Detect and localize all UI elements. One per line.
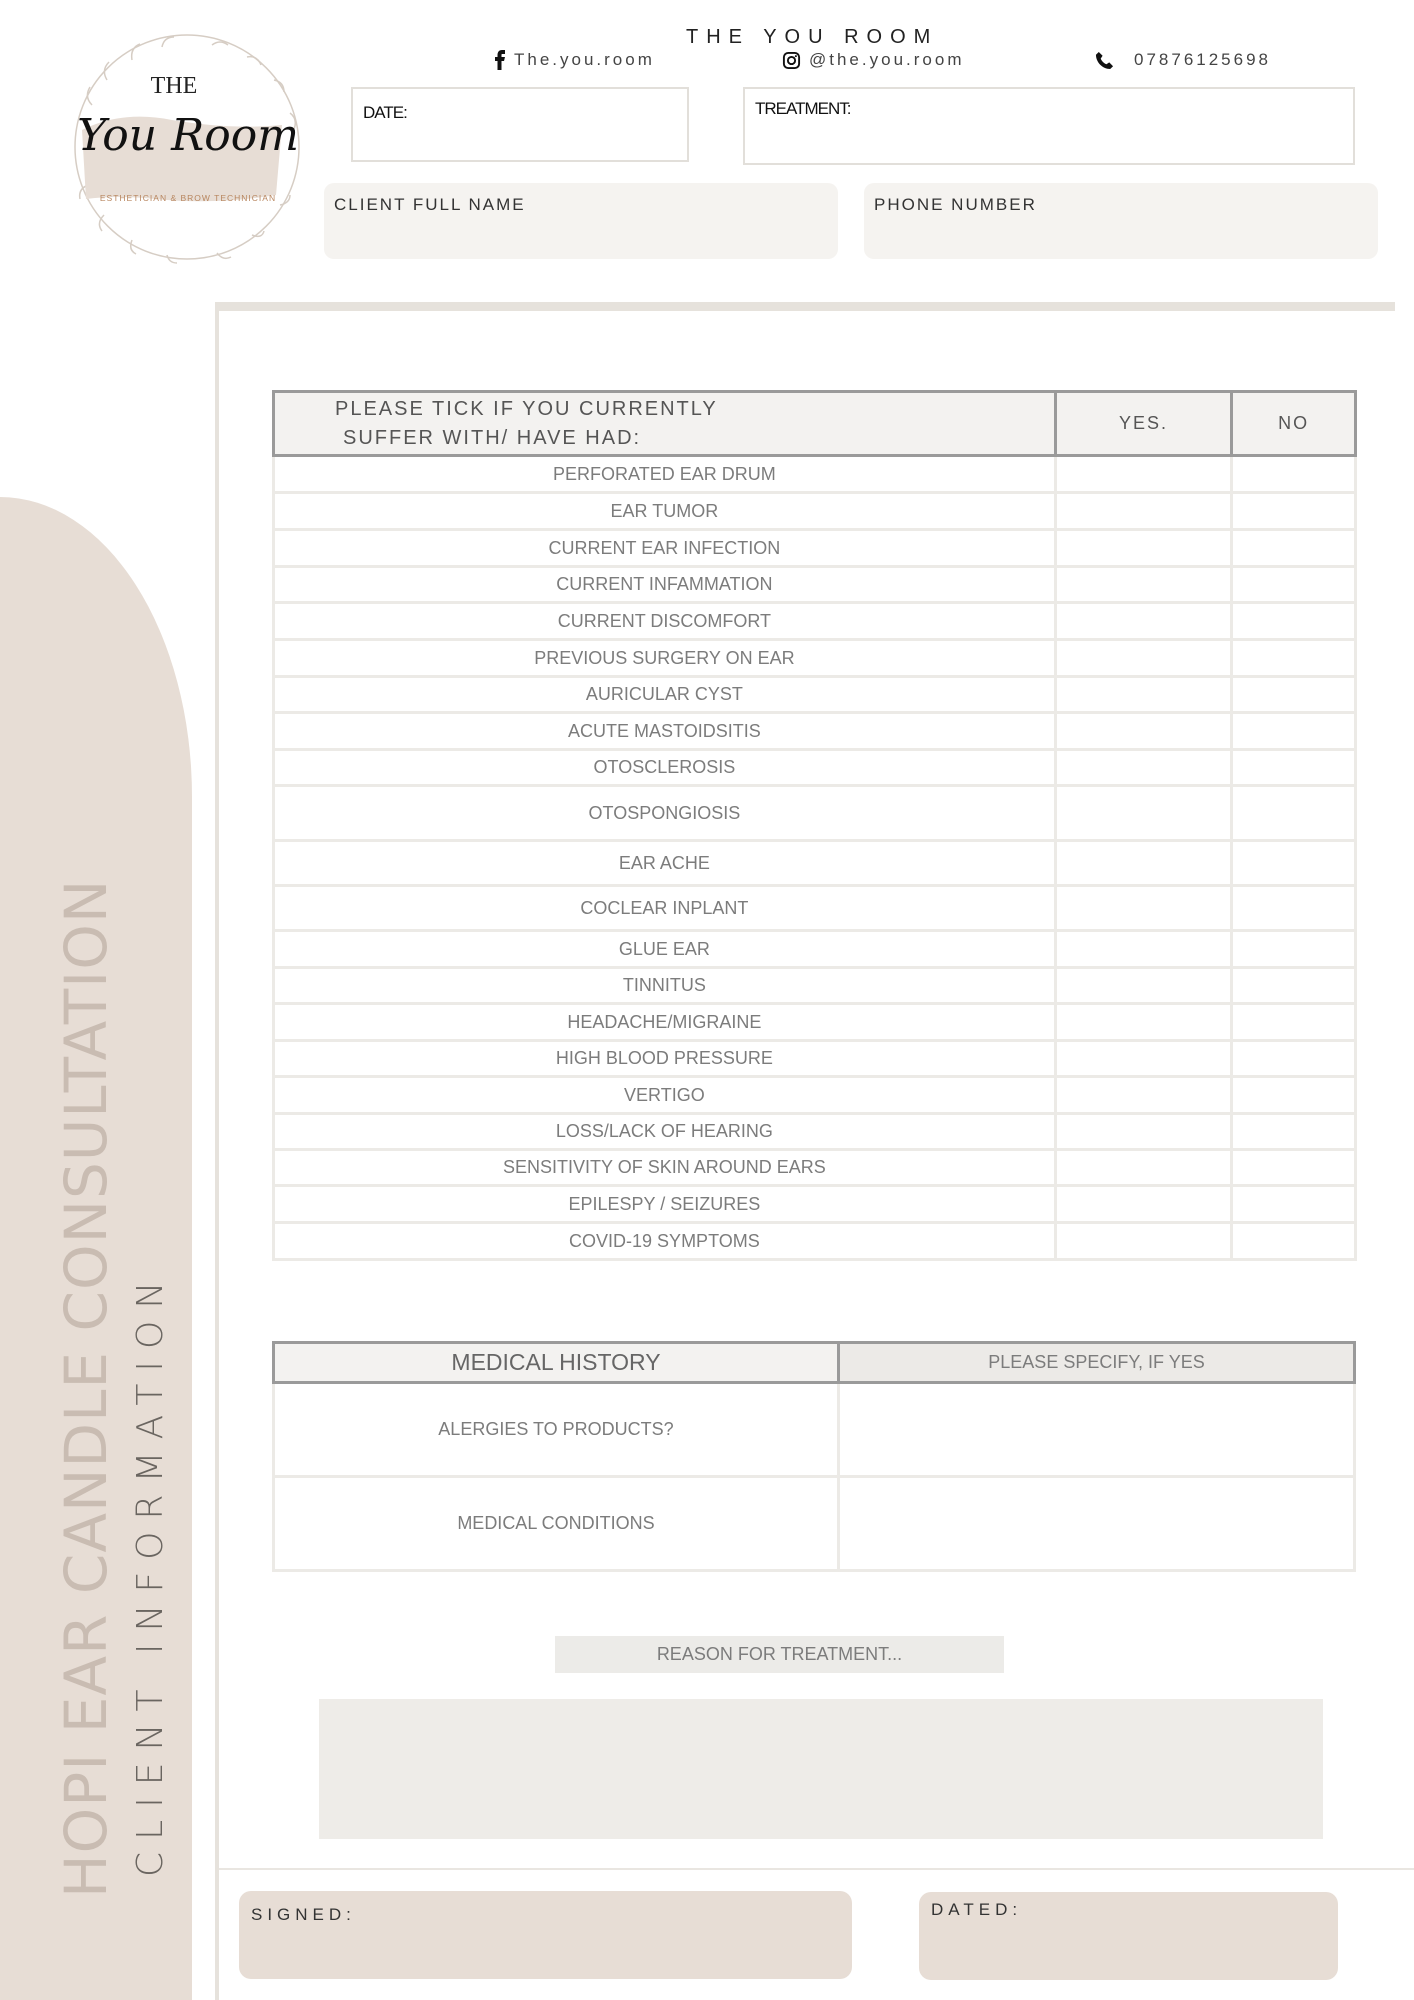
no-checkbox-cell[interactable]	[1232, 603, 1356, 640]
medical-history-table	[272, 1341, 1356, 1572]
treatment-field[interactable]	[743, 87, 1355, 165]
phone-number-label: PHONE NUMBER	[874, 195, 1037, 214]
no-checkbox-cell[interactable]	[1232, 713, 1356, 750]
condition-label: SENSITIVITY OF SKIN AROUND EARS	[274, 1150, 1056, 1186]
yes-checkbox-cell[interactable]	[1055, 1077, 1232, 1114]
treatment-label: TREATMENT:	[755, 99, 851, 118]
yes-checkbox-cell[interactable]	[1055, 786, 1232, 841]
table-row	[274, 1150, 1356, 1186]
table-row	[274, 750, 1356, 786]
condition-label: OTOSPONGIOSIS	[274, 786, 1056, 841]
table-row	[274, 1077, 1356, 1114]
side-title: HOPI EAR CANDLE CONSULTATION	[52, 878, 120, 1898]
no-checkbox-cell[interactable]	[1232, 1150, 1356, 1186]
frame-left-border	[215, 302, 219, 2000]
dated-label: DATED:	[931, 1900, 1023, 1919]
table-row	[274, 530, 1356, 567]
no-checkbox-cell[interactable]	[1232, 968, 1356, 1004]
table-row	[274, 1114, 1356, 1150]
no-checkbox-cell[interactable]	[1232, 1077, 1356, 1114]
condition-label: GLUE EAR	[274, 931, 1056, 968]
reason-for-treatment-field[interactable]	[319, 1699, 1323, 1839]
phone-text: 07876125698	[1134, 50, 1272, 69]
condition-label: ACUTE MASTOIDSITIS	[274, 713, 1056, 750]
frame-top-border	[215, 302, 1395, 311]
no-checkbox-cell[interactable]	[1232, 530, 1356, 567]
table-row	[274, 931, 1356, 968]
table-row	[274, 567, 1356, 603]
no-checkbox-cell[interactable]	[1232, 886, 1356, 931]
instagram-text: @the.you.room	[809, 50, 965, 69]
no-checkbox-cell[interactable]	[1232, 677, 1356, 713]
table-row	[274, 456, 1356, 493]
signed-field[interactable]	[239, 1891, 852, 1979]
no-checkbox-cell[interactable]	[1232, 750, 1356, 786]
no-checkbox-cell[interactable]	[1232, 493, 1356, 530]
condition-label: TINNITUS	[274, 968, 1056, 1004]
logo-the: THE	[150, 73, 198, 99]
table-row	[274, 1041, 1356, 1077]
conditions-header	[274, 392, 1356, 456]
logo-script: You Room	[77, 110, 299, 161]
yes-checkbox-cell[interactable]	[1055, 931, 1232, 968]
condition-label: EPILESPY / SEIZURES	[274, 1186, 1056, 1223]
date-label: DATE:	[363, 103, 407, 122]
client-name-label: CLIENT FULL NAME	[334, 195, 526, 214]
condition-label: AURICULAR CYST	[274, 677, 1056, 713]
table-row	[274, 968, 1356, 1004]
client-name-field[interactable]	[324, 183, 838, 259]
table-row	[274, 493, 1356, 530]
condition-label: HIGH BLOOD PRESSURE	[274, 1041, 1056, 1077]
table-row	[274, 640, 1356, 677]
facebook-icon	[494, 50, 506, 70]
condition-label: COCLEAR INPLANT	[274, 886, 1056, 931]
yes-checkbox-cell[interactable]	[1055, 1186, 1232, 1223]
yes-checkbox-cell[interactable]	[1055, 1150, 1232, 1186]
yes-checkbox-cell[interactable]	[1055, 677, 1232, 713]
yes-checkbox-cell[interactable]	[1055, 1041, 1232, 1077]
yes-checkbox-cell[interactable]	[1055, 750, 1232, 786]
reason-for-treatment-label: REASON FOR TREATMENT...	[555, 1636, 1004, 1673]
brand-name: THE YOU ROOM	[686, 26, 939, 48]
table-row	[274, 603, 1356, 640]
table-row	[274, 713, 1356, 750]
facebook-handle	[494, 50, 655, 70]
no-checkbox-cell[interactable]	[1232, 640, 1356, 677]
table-row	[274, 886, 1356, 931]
yes-checkbox-cell[interactable]	[1055, 640, 1232, 677]
no-checkbox-cell[interactable]	[1232, 841, 1356, 886]
table-row	[274, 1383, 1355, 1477]
phone-number-field[interactable]	[864, 183, 1378, 259]
instagram-icon	[782, 51, 801, 70]
condition-label: CURRENT DISCOMFORT	[274, 603, 1056, 640]
yes-checkbox-cell[interactable]	[1055, 841, 1232, 886]
no-checkbox-cell[interactable]	[1232, 1004, 1356, 1041]
no-checkbox-cell[interactable]	[1232, 786, 1356, 841]
no-checkbox-cell[interactable]	[1232, 1114, 1356, 1150]
condition-label: PREVIOUS SURGERY ON EAR	[274, 640, 1056, 677]
no-checkbox-cell[interactable]	[1232, 1223, 1356, 1260]
side-subtitle: CLIENT INFORMATION	[130, 1269, 171, 1877]
table-row	[274, 1477, 1355, 1571]
table-row	[274, 1223, 1356, 1260]
yes-checkbox-cell[interactable]	[1055, 713, 1232, 750]
condition-label: HEADACHE/MIGRAINE	[274, 1004, 1056, 1041]
condition-label: VERTIGO	[274, 1077, 1056, 1114]
no-column-header: NO	[1232, 392, 1356, 456]
instagram-handle	[782, 50, 964, 70]
allergies-specify-cell[interactable]	[839, 1383, 1355, 1477]
phone-icon	[1095, 51, 1114, 70]
yes-checkbox-cell[interactable]	[1055, 886, 1232, 931]
condition-label: EAR TUMOR	[274, 493, 1056, 530]
allergies-label: ALERGIES TO PRODUCTS?	[274, 1383, 839, 1477]
table-row	[274, 1004, 1356, 1041]
specify-header: PLEASE SPECIFY, IF YES	[839, 1343, 1355, 1383]
no-checkbox-cell[interactable]	[1232, 931, 1356, 968]
no-checkbox-cell[interactable]	[1232, 567, 1356, 603]
no-checkbox-cell[interactable]	[1232, 1186, 1356, 1223]
no-checkbox-cell[interactable]	[1232, 1041, 1356, 1077]
condition-label: LOSS/LACK OF HEARING	[274, 1114, 1056, 1150]
yes-checkbox-cell[interactable]	[1055, 1223, 1232, 1260]
yes-checkbox-cell[interactable]	[1055, 530, 1232, 567]
dated-field[interactable]	[919, 1892, 1338, 1980]
conditions-table	[272, 390, 1357, 1261]
yes-checkbox-cell[interactable]	[1055, 1114, 1232, 1150]
no-checkbox-cell[interactable]	[1232, 456, 1356, 493]
question-line-2: SUFFER WITH/ HAVE HAD:	[343, 426, 642, 449]
question-line-1: PLEASE TICK IF YOU CURRENTLY	[335, 397, 718, 420]
yes-checkbox-cell[interactable]	[1055, 603, 1232, 640]
table-row	[274, 786, 1356, 841]
medical-conditions-specify-cell[interactable]	[839, 1477, 1355, 1571]
phone-contact	[1095, 50, 1271, 70]
date-field[interactable]	[351, 87, 689, 162]
yes-checkbox-cell[interactable]	[1055, 567, 1232, 603]
signed-label: SIGNED:	[251, 1905, 356, 1924]
medical-history-title: MEDICAL HISTORY	[274, 1343, 839, 1383]
yes-checkbox-cell[interactable]	[1055, 968, 1232, 1004]
yes-checkbox-cell[interactable]	[1055, 456, 1232, 493]
medical-conditions-label: MEDICAL CONDITIONS	[274, 1477, 839, 1571]
condition-label: COVID-19 SYMPTOMS	[274, 1223, 1056, 1260]
facebook-text: The.you.room	[514, 50, 655, 69]
footer-divider	[219, 1868, 1414, 1870]
yes-checkbox-cell[interactable]	[1055, 1004, 1232, 1041]
yes-checkbox-cell[interactable]	[1055, 493, 1232, 530]
condition-label: CURRENT INFAMMATION	[274, 567, 1056, 603]
condition-label: CURRENT EAR INFECTION	[274, 530, 1056, 567]
condition-label: EAR ACHE	[274, 841, 1056, 886]
logo-tagline: ESTHETICIAN & BROW TECHNICIAN	[99, 193, 277, 203]
yes-column-header: YES.	[1055, 392, 1232, 456]
logo	[52, 25, 324, 270]
condition-label: PERFORATED EAR DRUM	[274, 456, 1056, 493]
table-row	[274, 1186, 1356, 1223]
table-row	[274, 677, 1356, 713]
table-row	[274, 841, 1356, 886]
conditions-question	[274, 392, 1056, 456]
condition-label: OTOSCLEROSIS	[274, 750, 1056, 786]
